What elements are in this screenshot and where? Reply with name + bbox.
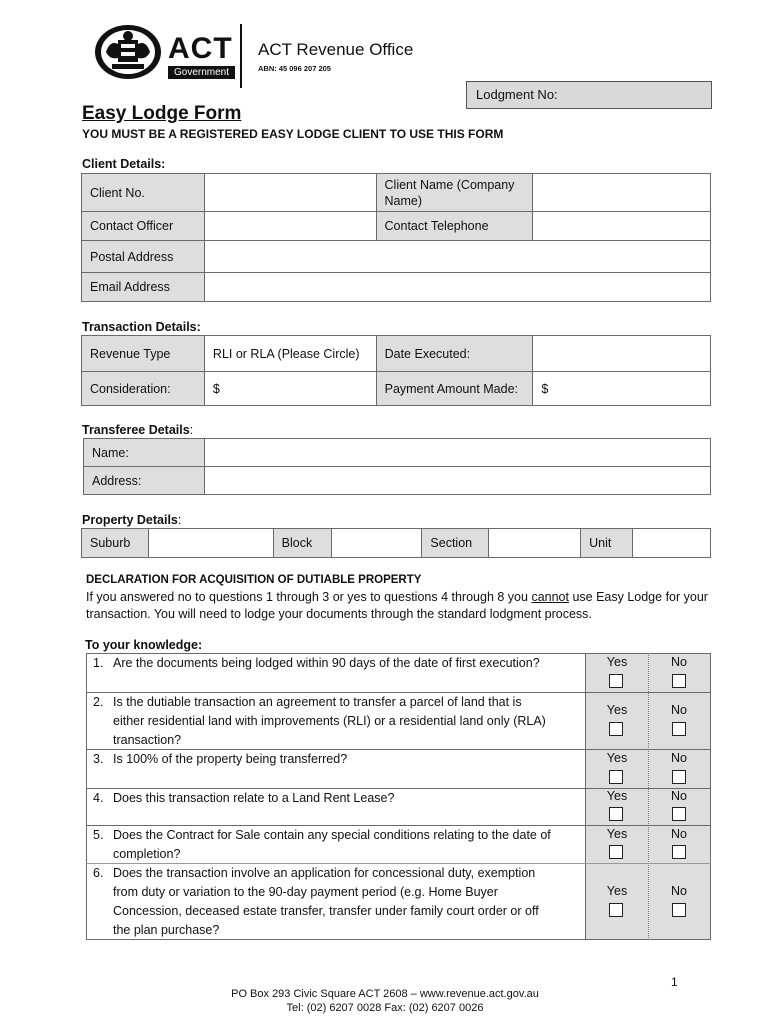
consideration-input[interactable]: $ xyxy=(204,372,376,406)
question-2 xyxy=(93,693,578,750)
question-3 xyxy=(93,750,578,769)
revenue-type-label: Revenue Type xyxy=(82,336,205,372)
question-1 xyxy=(93,654,578,673)
footer-address: PO Box 293 Civic Square ACT 2608 – www.revenue.act.gov.au xyxy=(231,988,539,1000)
client-no-input[interactable] xyxy=(204,174,376,212)
declaration-text xyxy=(86,589,716,623)
abn-number: ABN: 45 096 207 205 xyxy=(258,64,331,73)
postal-address-label: Postal Address xyxy=(82,241,205,273)
client-name-input[interactable] xyxy=(533,174,711,212)
question-text-cont: completion? xyxy=(113,847,181,861)
property-details-heading: Property Details xyxy=(82,513,178,527)
transferee-name-label: Name: xyxy=(84,439,205,467)
date-executed-input[interactable] xyxy=(533,336,711,372)
question-text: Is the dutiable transaction an agreement to transfer a parcel of land that is xyxy=(113,695,522,709)
question-6 xyxy=(93,864,578,940)
transferee-details-heading-wrap xyxy=(82,423,193,437)
section-input[interactable] xyxy=(489,529,581,558)
q2-yes-checkbox[interactable] xyxy=(609,722,623,736)
act-coat-of-arms-logo xyxy=(94,24,162,80)
q1-yes-checkbox[interactable] xyxy=(609,674,623,688)
q4-yes-checkbox[interactable] xyxy=(609,807,623,821)
q3-yes-checkbox[interactable] xyxy=(609,770,623,784)
question-number: 5. xyxy=(93,828,104,842)
office-name: ACT Revenue Office xyxy=(258,40,414,59)
block-label: Block xyxy=(273,529,331,558)
question-number: 3. xyxy=(93,752,104,766)
client-details-heading: Client Details: xyxy=(82,157,166,171)
footer-phone: Tel: (02) 6207 0028 Fax: (02) 6207 0026 xyxy=(286,1002,484,1014)
q1-no-label: No xyxy=(671,655,687,669)
q6-yes-checkbox[interactable] xyxy=(609,903,623,917)
consideration-label: Consideration: xyxy=(82,372,205,406)
question-number: 4. xyxy=(93,791,104,805)
transferee-details-table xyxy=(83,438,711,495)
q4-yes-label: Yes xyxy=(606,789,628,803)
question-4 xyxy=(93,789,578,808)
transferee-address-label: Address: xyxy=(84,467,205,495)
contact-telephone-label: Contact Telephone xyxy=(376,212,533,241)
contact-officer-label: Contact Officer xyxy=(82,212,205,241)
act-government-wordmark xyxy=(168,34,235,79)
property-colon: : xyxy=(177,513,182,527)
q6-no-checkbox[interactable] xyxy=(672,903,686,917)
declaration-heading: DECLARATION FOR ACQUISITION OF DUTIABLE PROPERTY xyxy=(86,574,422,586)
question-text-cont: transaction? xyxy=(113,733,182,747)
question-text: Is 100% of the property being transferred? xyxy=(113,752,348,766)
question-text-cont: from duty or variation to the 90-day payment period (e.g. Home Buyer xyxy=(113,885,498,899)
lodgment-number-label: Lodgment No: xyxy=(476,87,558,102)
suburb-input[interactable] xyxy=(148,529,273,558)
government-bar: Government xyxy=(168,66,235,79)
question-text: Does the Contract for Sale contain any special conditions relating to the date of xyxy=(113,828,551,842)
q6-no-label: No xyxy=(671,884,687,898)
q5-no-checkbox[interactable] xyxy=(672,845,686,859)
transferee-name-input[interactable] xyxy=(204,439,710,467)
unit-input[interactable] xyxy=(633,529,711,558)
act-word: ACT xyxy=(168,32,233,65)
contact-officer-input[interactable] xyxy=(204,212,376,241)
lodgment-number-field[interactable] xyxy=(466,81,712,109)
contact-telephone-input[interactable] xyxy=(533,212,711,241)
transferee-colon: : xyxy=(189,423,194,437)
question-text-cont: either residential land with improvements (RLI) or a residential land only (RLA) xyxy=(113,714,546,728)
transferee-details-heading: Transferee Details xyxy=(82,423,190,437)
question-5 xyxy=(93,826,578,864)
date-executed-label: Date Executed: xyxy=(376,336,533,372)
q5-no-label: No xyxy=(671,827,687,841)
suburb-label: Suburb xyxy=(82,529,149,558)
question-text-cont: the plan purchase? xyxy=(113,923,220,937)
rli-rla-option[interactable]: RLI or RLA (Please Circle) xyxy=(204,336,376,372)
client-details-table xyxy=(81,173,711,302)
q1-yes-label: Yes xyxy=(606,655,628,669)
transaction-details-heading: Transaction Details: xyxy=(82,320,201,334)
section-label: Section xyxy=(422,529,489,558)
email-address-label: Email Address xyxy=(82,273,205,302)
declaration-text-cannot: cannot xyxy=(531,590,569,604)
question-number: 1. xyxy=(93,656,104,670)
q2-no-label: No xyxy=(671,703,687,717)
q3-no-label: No xyxy=(671,751,687,765)
email-address-input[interactable] xyxy=(204,273,710,302)
form-title: Easy Lodge Form xyxy=(82,103,242,124)
header-divider xyxy=(240,24,242,88)
client-no-label: Client No. xyxy=(82,174,205,212)
payment-amount-label: Payment Amount Made: xyxy=(376,372,533,406)
postal-address-input[interactable] xyxy=(204,241,710,273)
property-details-heading-wrap xyxy=(82,513,181,527)
declaration-text-before: If you answered no to questions 1 through 3 or yes to questions 4 through 8 you xyxy=(86,590,532,604)
q2-no-checkbox[interactable] xyxy=(672,722,686,736)
question-number: 2. xyxy=(93,695,104,709)
q3-yes-label: Yes xyxy=(606,751,628,765)
q2-yes-label: Yes xyxy=(606,703,628,717)
declaration-text-after: use Easy Lodge for your transaction. You will need to lodge your documents through the standard lodgment process. xyxy=(86,590,708,621)
registration-notice: YOU MUST BE A REGISTERED EASY LODGE CLIENT TO USE THIS FORM xyxy=(82,127,504,141)
question-text-cont: Concession, deceased estate transfer, transfer under family court order or off xyxy=(113,904,539,918)
question-number: 6. xyxy=(93,866,104,880)
payment-amount-input[interactable]: $ xyxy=(533,372,711,406)
q4-no-checkbox[interactable] xyxy=(672,807,686,821)
q3-no-checkbox[interactable] xyxy=(672,770,686,784)
q6-yes-label: Yes xyxy=(606,884,628,898)
unit-label: Unit xyxy=(581,529,633,558)
question-text: Are the documents being lodged within 90 days of the date of first execution? xyxy=(113,656,540,670)
question-text: Does the transaction involve an application for concessional duty, exemption xyxy=(113,866,536,880)
q1-no-checkbox[interactable] xyxy=(672,674,686,688)
q5-yes-label: Yes xyxy=(606,827,628,841)
q4-no-label: No xyxy=(671,789,687,803)
property-details-table xyxy=(81,528,711,558)
page-number: 1 xyxy=(671,975,678,989)
transaction-details-table xyxy=(81,335,711,406)
transferee-address-input[interactable] xyxy=(204,467,710,495)
q5-yes-checkbox[interactable] xyxy=(609,845,623,859)
to-your-knowledge-heading: To your knowledge: xyxy=(85,638,203,652)
question-text: Does this transaction relate to a Land Rent Lease? xyxy=(113,791,395,805)
block-input[interactable] xyxy=(331,529,422,558)
client-name-label: Client Name (Company Name) xyxy=(376,174,533,212)
